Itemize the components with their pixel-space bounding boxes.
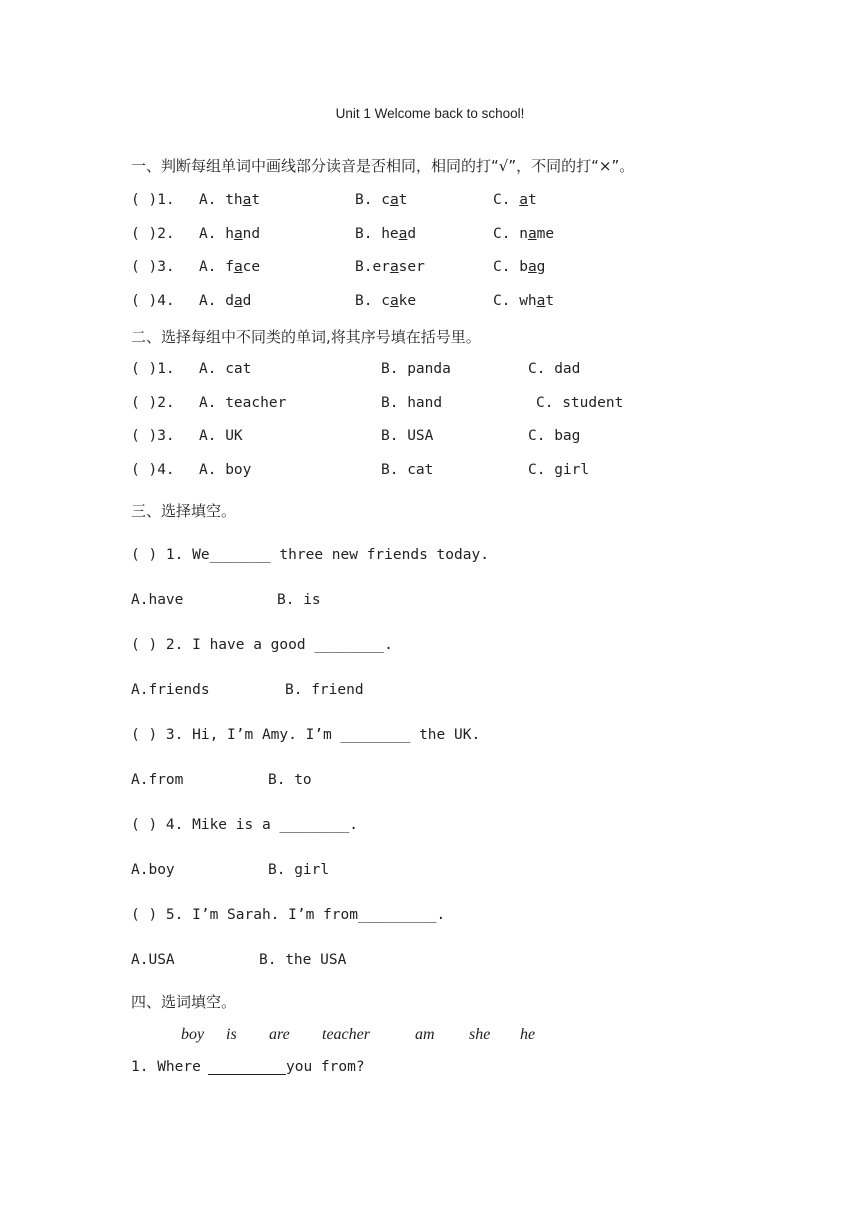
option-c	[493, 226, 554, 242]
option-label: C.	[493, 293, 511, 309]
section4-question-1	[131, 1059, 831, 1081]
option-a: A. cat	[199, 361, 252, 377]
section3-options	[131, 862, 831, 884]
word-bank-item: is	[226, 1026, 237, 1043]
word-part: th	[225, 192, 243, 208]
word-part: c	[381, 293, 390, 309]
word-part: nd	[242, 226, 261, 242]
option-a: A.have	[131, 592, 184, 608]
section1-row	[131, 226, 831, 248]
option-label: A.	[199, 226, 217, 242]
word-part: b	[519, 259, 528, 275]
section2-heading: 二、选择每组中不同类的单词,将其序号填在括号里。	[131, 328, 481, 346]
option-label: C.	[493, 226, 511, 242]
option-c	[493, 293, 554, 309]
option-a: A. teacher	[199, 395, 287, 411]
underlined-letter: a	[233, 259, 243, 275]
option-b: B. to	[268, 772, 312, 788]
word-part: g	[536, 259, 546, 275]
answer-bracket[interactable]: ( )4.	[131, 293, 175, 309]
option-b: B. girl	[268, 862, 330, 878]
underlined-letter: a	[389, 259, 399, 275]
word-bank-item: am	[415, 1026, 435, 1043]
word-part: me	[536, 226, 555, 242]
underlined-letter: a	[527, 226, 537, 242]
question-text[interactable]: ( ) 3. Hi, I’m Amy. I’m ________ the UK.	[131, 727, 481, 743]
word-bank-item: boy	[181, 1026, 205, 1043]
option-a: A. UK	[199, 428, 243, 444]
underlined-letter: a	[519, 192, 528, 208]
word-part: wh	[519, 293, 537, 309]
option-b: B. cat	[381, 462, 434, 478]
section3-question	[131, 637, 831, 659]
word-part: t	[251, 192, 261, 208]
option-b	[355, 293, 416, 309]
answer-bracket[interactable]: ( )2.	[131, 226, 175, 242]
word-part: d	[242, 293, 252, 309]
word-bank-item: she	[469, 1026, 491, 1043]
underlined-letter: a	[398, 226, 408, 242]
word-bank-item: he	[520, 1026, 536, 1043]
section2-row	[131, 361, 831, 383]
option-label: B.	[355, 259, 373, 275]
option-a	[199, 226, 260, 242]
section3-options	[131, 952, 831, 974]
option-c: C. student	[536, 395, 624, 411]
underlined-letter: a	[389, 192, 399, 208]
word-part: er	[372, 259, 390, 275]
option-b: B. panda	[381, 361, 451, 377]
word-part: he	[381, 226, 399, 242]
word-bank-item: are	[269, 1026, 290, 1043]
section3-question	[131, 907, 831, 929]
word-part: ce	[242, 259, 261, 275]
answer-bracket[interactable]: ( )3.	[131, 428, 175, 444]
option-label: C.	[493, 192, 511, 208]
section3-options	[131, 772, 831, 794]
underlined-letter: a	[233, 293, 243, 309]
word-bank-item: teacher	[322, 1026, 370, 1043]
option-a: A.USA	[131, 952, 175, 968]
underlined-letter: a	[389, 293, 399, 309]
page-title: Unit 1 Welcome back to school!	[335, 106, 525, 121]
question-text[interactable]: ( ) 5. I’m Sarah. I’m from_________.	[131, 907, 446, 923]
section2-row	[131, 428, 831, 450]
underlined-letter: a	[242, 192, 252, 208]
word-part: t	[545, 293, 555, 309]
option-a: A.from	[131, 772, 184, 788]
underlined-letter: a	[527, 259, 537, 275]
option-b: B. is	[277, 592, 321, 608]
answer-bracket[interactable]: ( )1.	[131, 361, 175, 377]
option-a: A.boy	[131, 862, 175, 878]
word-part: h	[225, 226, 234, 242]
answer-bracket[interactable]: ( )4.	[131, 462, 175, 478]
option-label: B.	[355, 192, 373, 208]
option-label: A.	[199, 293, 217, 309]
section3-question	[131, 727, 831, 749]
section3-question	[131, 547, 831, 569]
option-label: A.	[199, 192, 217, 208]
option-b	[355, 192, 407, 208]
question-text[interactable]: ( ) 2. I have a good ________.	[131, 637, 393, 653]
section1-row	[131, 259, 831, 281]
word-part: ke	[398, 293, 417, 309]
word-part: c	[381, 192, 390, 208]
section1-row	[131, 293, 831, 315]
option-b: B. the USA	[259, 952, 347, 968]
option-b: B. USA	[381, 428, 434, 444]
word-part: d	[407, 226, 417, 242]
underlined-letter: a	[233, 226, 243, 242]
question-text-pre: 1. Where	[131, 1059, 201, 1075]
underlined-letter: a	[536, 293, 546, 309]
word-part: f	[225, 259, 234, 275]
section1-row	[131, 192, 831, 214]
word-part: d	[225, 293, 234, 309]
section3-heading: 三、选择填空。	[131, 502, 237, 520]
section3-options	[131, 682, 831, 704]
word-part: ser	[398, 259, 425, 275]
option-c: C. dad	[528, 361, 581, 377]
section2-row	[131, 462, 831, 484]
answer-bracket[interactable]: ( )3.	[131, 259, 175, 275]
section3-question	[131, 817, 831, 839]
option-a	[199, 293, 251, 309]
option-b	[355, 259, 425, 275]
option-b: B. hand	[381, 395, 443, 411]
question-text[interactable]: ( ) 4. Mike is a ________.	[131, 817, 358, 833]
section2-row	[131, 395, 831, 417]
word-part: t	[398, 192, 408, 208]
option-c: C. bag	[528, 428, 581, 444]
word-part: t	[527, 192, 537, 208]
option-c	[493, 259, 545, 275]
option-c: C. girl	[528, 462, 590, 478]
section1-heading: 一、判断每组单词中画线部分读音是否相同，相同的打“√”，不同的打“×”。	[131, 157, 635, 175]
section3-options	[131, 592, 831, 614]
answer-bracket[interactable]: ( )2.	[131, 395, 175, 411]
option-c	[493, 192, 537, 208]
question-text-post: you from?	[286, 1059, 365, 1075]
option-a: A.friends	[131, 682, 210, 698]
option-a: A. boy	[199, 462, 252, 478]
option-a	[199, 192, 260, 208]
option-b	[355, 226, 416, 242]
word-part: n	[519, 226, 528, 242]
answer-blank[interactable]	[208, 1060, 286, 1075]
option-label: A.	[199, 259, 217, 275]
question-text[interactable]: ( ) 1. We_______ three new friends today.	[131, 547, 489, 563]
answer-bracket[interactable]: ( )1.	[131, 192, 175, 208]
option-label: B.	[355, 226, 373, 242]
option-b: B. friend	[285, 682, 364, 698]
option-label: B.	[355, 293, 373, 309]
section4-heading: 四、选词填空。	[131, 993, 237, 1011]
option-a	[199, 259, 260, 275]
option-label: C.	[493, 259, 511, 275]
